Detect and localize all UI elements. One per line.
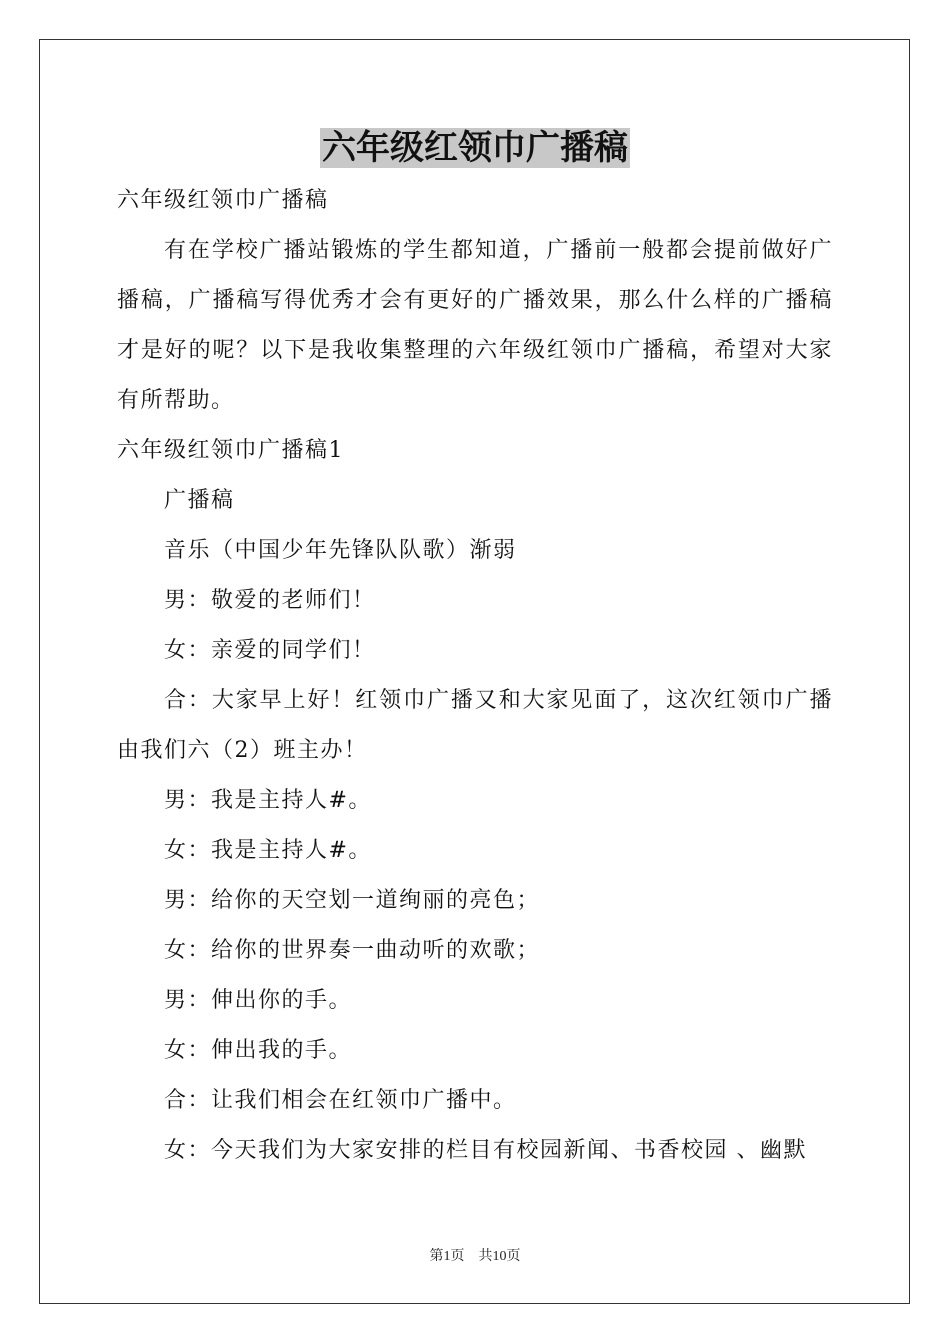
document-title: 六年级红领巾广播稿 bbox=[322, 128, 628, 168]
paragraph: 有在学校广播站锻炼的学生都知道，广播前一般都会提前做好广播稿，广播稿写得优秀才会有更好的广播效果，那么什么样的广播稿才是好的呢？以下是我收集整理的六年级红领巾广播稿，希望对大家有所帮助。 bbox=[117, 238, 833, 413]
paragraph: 女：我是主持人#。 bbox=[164, 838, 372, 863]
title-container bbox=[0, 128, 950, 168]
paragraph: 合：让我们相会在红领巾广播中。 bbox=[164, 1088, 517, 1113]
paragraph: 女：亲爱的同学们！ bbox=[164, 638, 376, 663]
paragraph: 男：敬爱的老师们！ bbox=[164, 588, 376, 613]
document-body bbox=[117, 176, 833, 1176]
paragraph: 广播稿 bbox=[164, 488, 235, 513]
paragraph: 男：伸出你的手。 bbox=[164, 988, 353, 1013]
page-footer: 第1页 共10页 bbox=[429, 1249, 521, 1264]
paragraph: 六年级红领巾广播稿 bbox=[117, 188, 329, 213]
paragraph: 合：大家早上好！红领巾广播又和大家见面了，这次红领巾广播由我们六（2）班主办！ bbox=[117, 688, 833, 763]
paragraph: 女：给你的世界奏一曲动听的欢歌； bbox=[164, 938, 541, 963]
paragraph: 女：伸出我的手。 bbox=[164, 1038, 353, 1063]
paragraph: 音乐（中国少年先锋队队歌）渐弱 bbox=[164, 538, 517, 563]
paragraph: 男：我是主持人#。 bbox=[164, 788, 372, 813]
paragraph: 男：给你的天空划一道绚丽的亮色； bbox=[164, 888, 541, 913]
paragraph: 六年级红领巾广播稿1 bbox=[117, 438, 344, 463]
paragraph: 女：今天我们为大家安排的栏目有校园新闻、书香校园 、幽默 bbox=[164, 1138, 807, 1163]
